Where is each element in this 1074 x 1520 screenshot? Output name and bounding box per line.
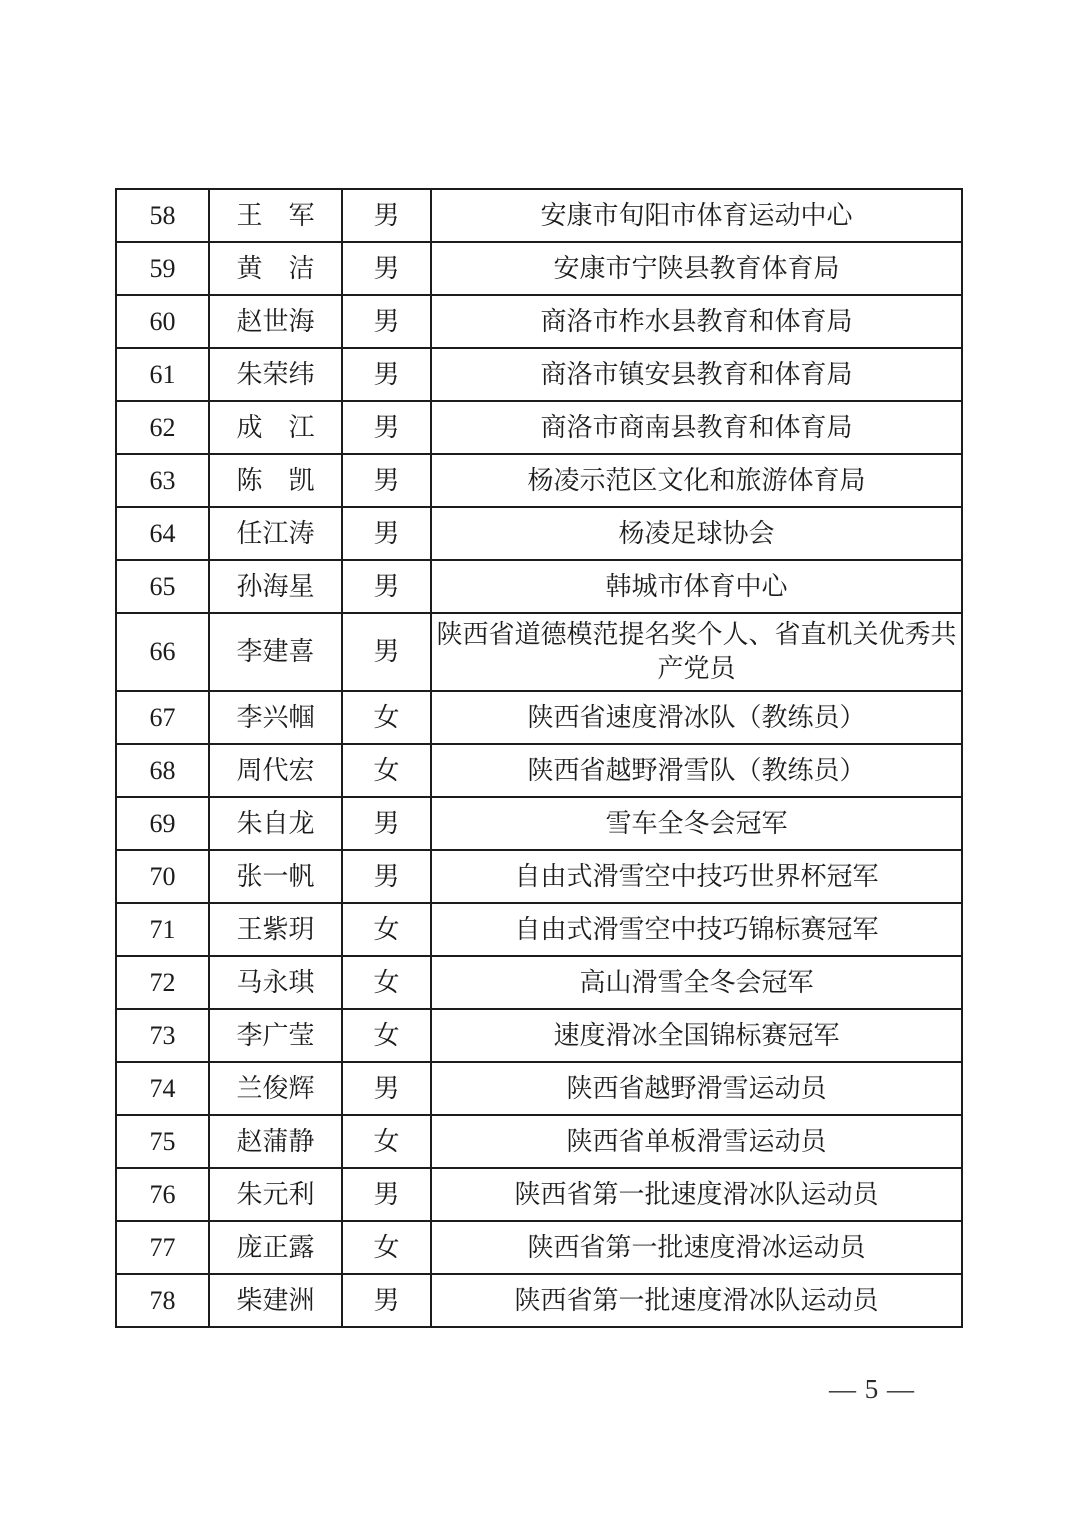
cell-no: 77 — [116, 1221, 209, 1274]
cell-name: 张一帆 — [209, 850, 342, 903]
cell-name: 孙海星 — [209, 560, 342, 613]
cell-no: 72 — [116, 956, 209, 1009]
cell-affiliation: 安康市旬阳市体育运动中心 — [431, 189, 962, 242]
cell-affiliation: 安康市宁陕县教育体育局 — [431, 242, 962, 295]
cell-gender: 男 — [342, 850, 431, 903]
cell-affiliation: 陕西省速度滑冰队（教练员） — [431, 691, 962, 744]
table-row — [116, 507, 962, 560]
cell-no: 58 — [116, 189, 209, 242]
cell-affiliation: 杨凌足球协会 — [431, 507, 962, 560]
cell-affiliation: 自由式滑雪空中技巧锦标赛冠军 — [431, 903, 962, 956]
cell-no: 71 — [116, 903, 209, 956]
cell-no: 75 — [116, 1115, 209, 1168]
cell-no: 68 — [116, 744, 209, 797]
cell-no: 78 — [116, 1274, 209, 1327]
cell-name: 王 军 — [209, 189, 342, 242]
cell-gender: 女 — [342, 1115, 431, 1168]
cell-name: 成 江 — [209, 401, 342, 454]
cell-gender: 女 — [342, 1009, 431, 1062]
cell-no: 67 — [116, 691, 209, 744]
cell-name: 柴建洲 — [209, 1274, 342, 1327]
cell-affiliation: 陕西省单板滑雪运动员 — [431, 1115, 962, 1168]
table-row — [116, 903, 962, 956]
table-row — [116, 797, 962, 850]
cell-name: 赵蒲静 — [209, 1115, 342, 1168]
cell-no: 69 — [116, 797, 209, 850]
cell-affiliation: 韩城市体育中心 — [431, 560, 962, 613]
cell-gender: 男 — [342, 507, 431, 560]
cell-name: 兰俊辉 — [209, 1062, 342, 1115]
cell-gender: 女 — [342, 956, 431, 1009]
cell-gender: 男 — [342, 1274, 431, 1327]
cell-name: 周代宏 — [209, 744, 342, 797]
cell-name: 陈 凯 — [209, 454, 342, 507]
cell-affiliation: 陕西省第一批速度滑冰队运动员 — [431, 1168, 962, 1221]
cell-gender: 男 — [342, 797, 431, 850]
cell-gender: 男 — [342, 613, 431, 691]
cell-gender: 男 — [342, 401, 431, 454]
cell-gender: 男 — [342, 348, 431, 401]
table-row — [116, 348, 962, 401]
table-row — [116, 744, 962, 797]
cell-affiliation: 陕西省第一批速度滑冰队运动员 — [431, 1274, 962, 1327]
cell-no: 70 — [116, 850, 209, 903]
cell-name: 赵世海 — [209, 295, 342, 348]
cell-gender: 男 — [342, 454, 431, 507]
table-row — [116, 401, 962, 454]
cell-name: 庞正露 — [209, 1221, 342, 1274]
table-row — [116, 1062, 962, 1115]
cell-affiliation: 陕西省越野滑雪队（教练员） — [431, 744, 962, 797]
cell-gender: 女 — [342, 691, 431, 744]
cell-gender: 男 — [342, 295, 431, 348]
cell-gender: 男 — [342, 1168, 431, 1221]
cell-gender: 男 — [342, 189, 431, 242]
table-row — [116, 242, 962, 295]
cell-affiliation: 高山滑雪全冬会冠军 — [431, 956, 962, 1009]
cell-affiliation: 陕西省越野滑雪运动员 — [431, 1062, 962, 1115]
table-row — [116, 956, 962, 1009]
table-row — [116, 850, 962, 903]
table-row — [116, 1274, 962, 1327]
cell-affiliation: 自由式滑雪空中技巧世界杯冠军 — [431, 850, 962, 903]
cell-affiliation: 商洛市柞水县教育和体育局 — [431, 295, 962, 348]
table-row — [116, 560, 962, 613]
cell-gender: 男 — [342, 560, 431, 613]
cell-name: 朱元利 — [209, 1168, 342, 1221]
cell-name: 黄 洁 — [209, 242, 342, 295]
cell-no: 59 — [116, 242, 209, 295]
cell-affiliation: 杨凌示范区文化和旅游体育局 — [431, 454, 962, 507]
cell-no: 63 — [116, 454, 209, 507]
cell-affiliation: 雪车全冬会冠军 — [431, 797, 962, 850]
table-row — [116, 613, 962, 691]
cell-gender: 女 — [342, 744, 431, 797]
table-row — [116, 1168, 962, 1221]
cell-affiliation: 陕西省第一批速度滑冰运动员 — [431, 1221, 962, 1274]
table-row — [116, 295, 962, 348]
page-number: — 5 — — [829, 1374, 915, 1404]
cell-no: 74 — [116, 1062, 209, 1115]
cell-gender: 男 — [342, 242, 431, 295]
cell-no: 76 — [116, 1168, 209, 1221]
cell-name: 李建喜 — [209, 613, 342, 691]
table-row — [116, 454, 962, 507]
cell-affiliation: 商洛市镇安县教育和体育局 — [431, 348, 962, 401]
cell-no: 62 — [116, 401, 209, 454]
cell-affiliation: 陕西省道德模范提名奖个人、省直机关优秀共产党员 — [431, 613, 962, 691]
roster-table — [115, 188, 963, 1328]
cell-name: 朱自龙 — [209, 797, 342, 850]
cell-no: 66 — [116, 613, 209, 691]
cell-no: 73 — [116, 1009, 209, 1062]
table-body — [116, 189, 962, 1327]
cell-affiliation: 速度滑冰全国锦标赛冠军 — [431, 1009, 962, 1062]
cell-name: 李广莹 — [209, 1009, 342, 1062]
cell-name: 马永琪 — [209, 956, 342, 1009]
table-row — [116, 1115, 962, 1168]
cell-name: 朱荣纬 — [209, 348, 342, 401]
cell-gender: 男 — [342, 1062, 431, 1115]
cell-name: 李兴帼 — [209, 691, 342, 744]
cell-no: 65 — [116, 560, 209, 613]
cell-affiliation: 商洛市商南县教育和体育局 — [431, 401, 962, 454]
cell-gender: 女 — [342, 1221, 431, 1274]
table-row — [116, 189, 962, 242]
cell-name: 王紫玥 — [209, 903, 342, 956]
cell-name: 任江涛 — [209, 507, 342, 560]
table-row — [116, 691, 962, 744]
cell-no: 61 — [116, 348, 209, 401]
cell-no: 60 — [116, 295, 209, 348]
table-row — [116, 1221, 962, 1274]
cell-gender: 女 — [342, 903, 431, 956]
table-row — [116, 1009, 962, 1062]
cell-no: 64 — [116, 507, 209, 560]
